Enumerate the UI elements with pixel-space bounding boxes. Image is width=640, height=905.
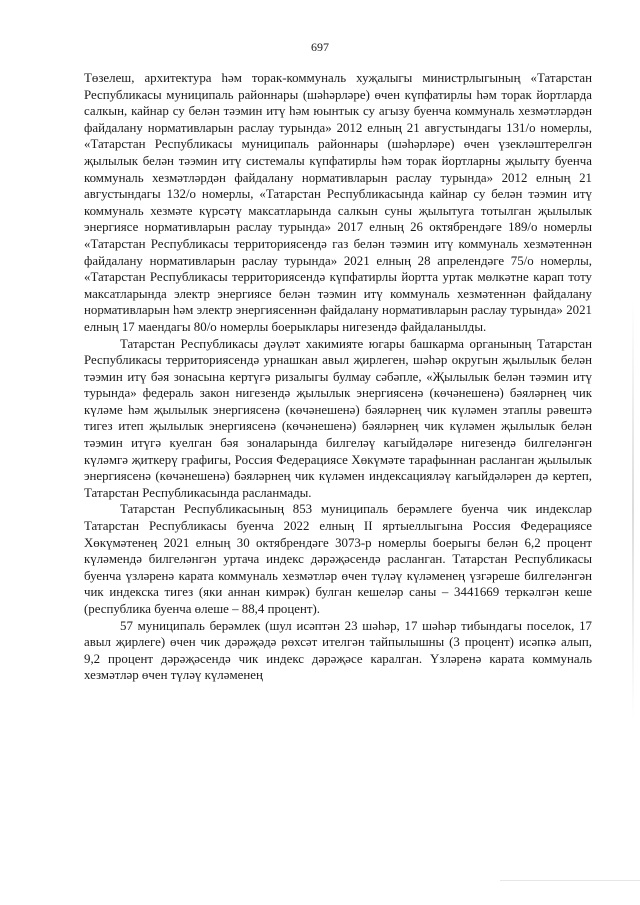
paragraph-3: Татарстан Республикасының 853 муниципаль берәмлеге буенча чик индекслар Татарстан Республикасы буенча 2022 елның II яртыеллыгына Россия Федерациясе Хөкүмәтенең 2021 елның 30 октябрендәге 3073-р номерлы боерыгы белән 6,2 процент күләмендә билгеләнгән уртача индекс дәрәҗәсендә расланган. Татарстан Республикасы буенча үзләренә карата коммуналь хезмәтләр өчен түләү күләменең үзгәреше билгеләнгән чик индекска тигез (яки аннан кимрәк) булган кешеләр саны – 3441669 теркәлгән кеше (республика буенча өлеше – 88,4 процент). (84, 502, 592, 616)
paragraph-2: Татарстан Республикасы дәүләт хакимияте югары башкарма органының Татарстан Республикасы территориясендә урнашкан авыл җирлеген, шәһәр округын җылылык белән тәэмин итү бәя зонасына кертүгә ризалыгы булмау сәбәпле, «Җылылык белән тәэмин итү турында» федераль закон нигезендә җылылык энергиясенә (көчәнешенә) бәяләрнең чик күләме һәм җылылык энергиясенә (көчәнешенә) бәяләрнең чик күләмен этаплы рәвештә тигез итеп җылылык энергиясенә (көчәнешенә) бәяләрнең чик күләмен җылылык белән тәэмин итүгә куелган бәя зоналарында билгеләү кагыйдәләре нигезендә билгеләнгән күләмгә җиткерү графигы, Россия Федерациясе Хөкүмәте тарафыннан расланган җылылык энергиясенә (көчәнешенә) бәяләрнең чик күләмен индексацияләү кагыйдәләрен дә кертеп, Татарстан Республикасында расланмады. (84, 336, 592, 500)
scan-edge-shadow (632, 300, 634, 720)
page-number: 697 (311, 40, 329, 54)
paragraph-1: Төзелеш, архитектура һәм торак-коммуналь хуҗалыгы министрлыгының «Татарстан Республикасы муниципаль районнары (шәһәрләре) өчен күпфатирлы һәм торак йортларда салкын, кайнар су белән тәэмин итү һәм юынтык су агызу буенча коммуналь хезмәтләрдән файдалану нормативларын раслау турында» 2012 елның 21 августындагы 131/о номерлы, «Татарстан Республикасы муниципаль районнары (шәһәрләре) өчен үзекләштерелгән җылылык белән тәэмин итү системалы күпфатирлы һәм торак йортларны җылыту буенча коммуналь хезмәтләрдән файдалану нормативларын раслау турында» 2012 елның 21 августындагы 132/о номерлы, «Татарстан Республикасында кайнар су белән тәэмин итү коммуналь хезмәте күрсәтү максатларында салкын суны җылытуга тотылган җылылык энергиясе нормативларын раслау турында» 2017 елның 26 октябрендәге 189/о номерлы «Татарстан Республикасы территориясендә газ белән тәэмин итү коммуналь хезмәтеннән файдалану нормативларын раслау турында» 2021 елның 28 апрелендәге 75/о номерлы, «Татарстан Республикасы территориясендә күпфатирлы йортта уртак мөлкәтне карап тоту максатларында электр энергиясе белән тәэмин итү коммуналь хезмәтеннән файдалану нормативларын һәм электр энергиясеннән файдалану нормативларын раслау турында» 2021 елның 17 маендагы 80/о номерлы боерыклары нигезендә файдаланылды. (84, 71, 592, 334)
paragraph-4: 57 муниципаль берәмлек (шул исәптән 23 шәһәр, 17 шәһәр тибындагы поселок, 17 авыл җирлеге) өчен чик дәрәҗәдә рөхсәт ителгән тайпылышны (3 процент) исәпкә алып, 9,2 процент дәрәҗәсендә чик индекс дәрәҗәсе каралган. Үзләренә карата коммуналь хезмәтләр өчен түләү күләменең (84, 618, 592, 683)
document-body (84, 70, 592, 684)
scan-bottom-shadow (500, 880, 640, 881)
